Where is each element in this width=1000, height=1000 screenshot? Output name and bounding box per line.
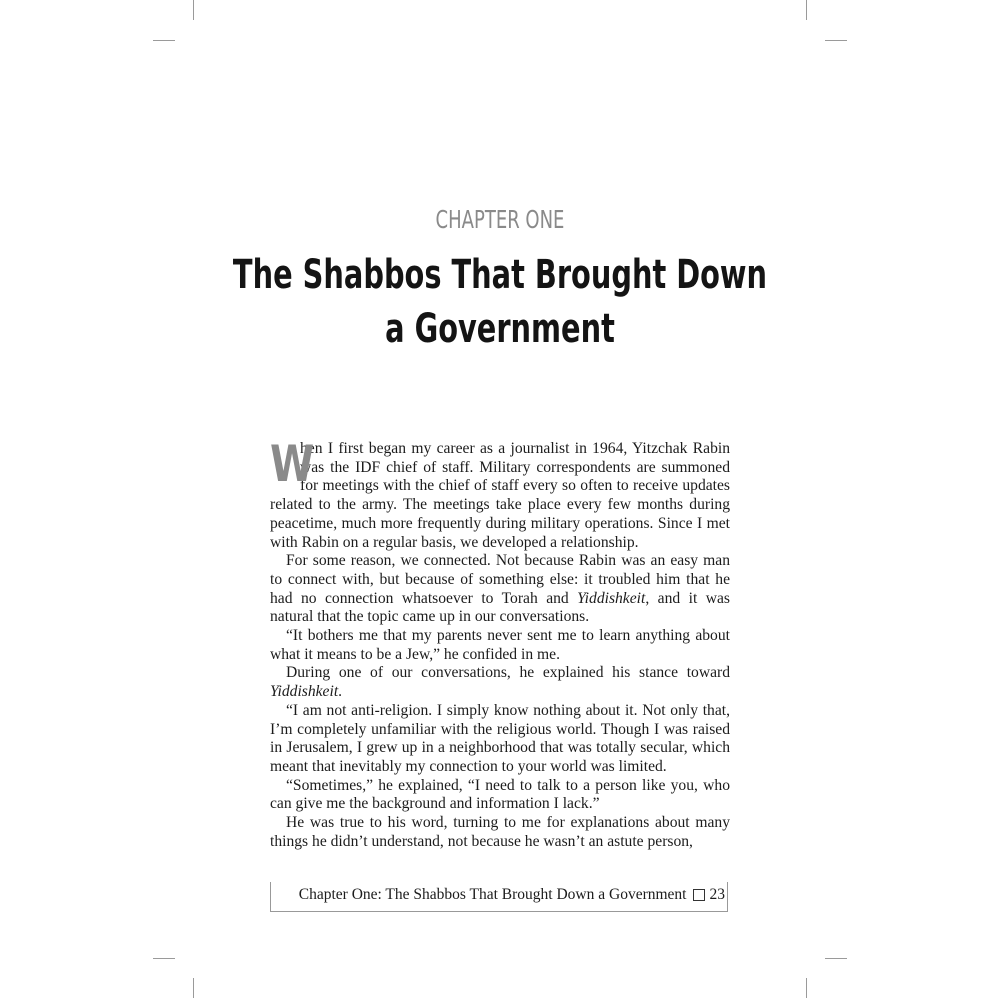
paragraph-1-text: hen I first began my career as a journalist in 1964, Yitzchak Rabin was the IDF chief of staff. Military correspondents are summoned for meetings with the chief of staff every so often to receive updates related to the army. The meetings take place every few months during peacetime, much more frequently during military operations. Since I met with Rabin on a regular basis, we developed a relationship.: [270, 440, 730, 551]
crop-mark-top-right: [806, 0, 807, 20]
chapter-label: CHAPTER ONE: [435, 205, 565, 234]
crop-mark-bottom-right: [806, 978, 807, 998]
crop-mark-left-top: [153, 40, 175, 41]
drop-cap: W: [270, 435, 315, 493]
body-text: [270, 435, 730, 851]
paragraph-4-text-b: .: [338, 683, 343, 701]
paragraph-5: “I am not anti-religion. I simply know nothing about it. Not only that, I’m completely unfamiliar with the religious world. Though I was raised in Jerusalem, I grew up in a neighborhood that was totally secular, which meant that inevitably my connection to your world was limited.: [270, 701, 730, 775]
running-head: Chapter One: The Shabbos That Brought Down a Government: [298, 886, 687, 903]
footer-text: [299, 886, 727, 904]
paragraph-7: He was true to his word, turning to me for explanations about many things he didn’t understand, not because he wasn’t an astute person,: [270, 814, 730, 850]
paragraph-4-italic: Yiddishkeit: [270, 683, 339, 701]
paragraph-4-text-a: During one of our conversations, he explained his stance toward: [286, 664, 730, 682]
paragraph-6: “Sometimes,” he explained, “I need to talk to a person like you, who can give me the background and information I lack.”: [270, 776, 730, 813]
crop-mark-right-top: [825, 40, 847, 41]
paragraph-4: [270, 664, 730, 701]
chapter-title: [140, 248, 860, 356]
paragraph-2: [270, 552, 730, 627]
crop-mark-left-bottom: [153, 958, 175, 959]
paragraph-1: [270, 435, 730, 552]
chapter-title-line-1: The Shabbos That Brought Down: [232, 252, 768, 298]
crop-mark-bottom-left: [193, 978, 194, 998]
paragraph-2-text-b: , and it was natural that the topic came up in our conversations.: [270, 589, 730, 626]
page-footer: [270, 882, 728, 912]
crop-mark-top-left: [193, 0, 194, 20]
chapter-title-line-2: a Government: [385, 306, 615, 352]
paragraph-3: “It bothers me that my parents never sent me to learn anything about what it means to be a Jew,” he confided in me.: [270, 627, 730, 663]
paragraph-2-text-a: For some reason, we connected. Not because Rabin was an easy man to connect with, but because of something else: it troubled him that he had no connection whatsoever to Torah and: [270, 552, 730, 607]
paragraph-2-italic: Yiddishkeit: [577, 589, 646, 607]
page-number: 23: [709, 886, 725, 903]
square-box-icon: [693, 889, 705, 901]
crop-mark-right-bottom: [825, 958, 847, 959]
